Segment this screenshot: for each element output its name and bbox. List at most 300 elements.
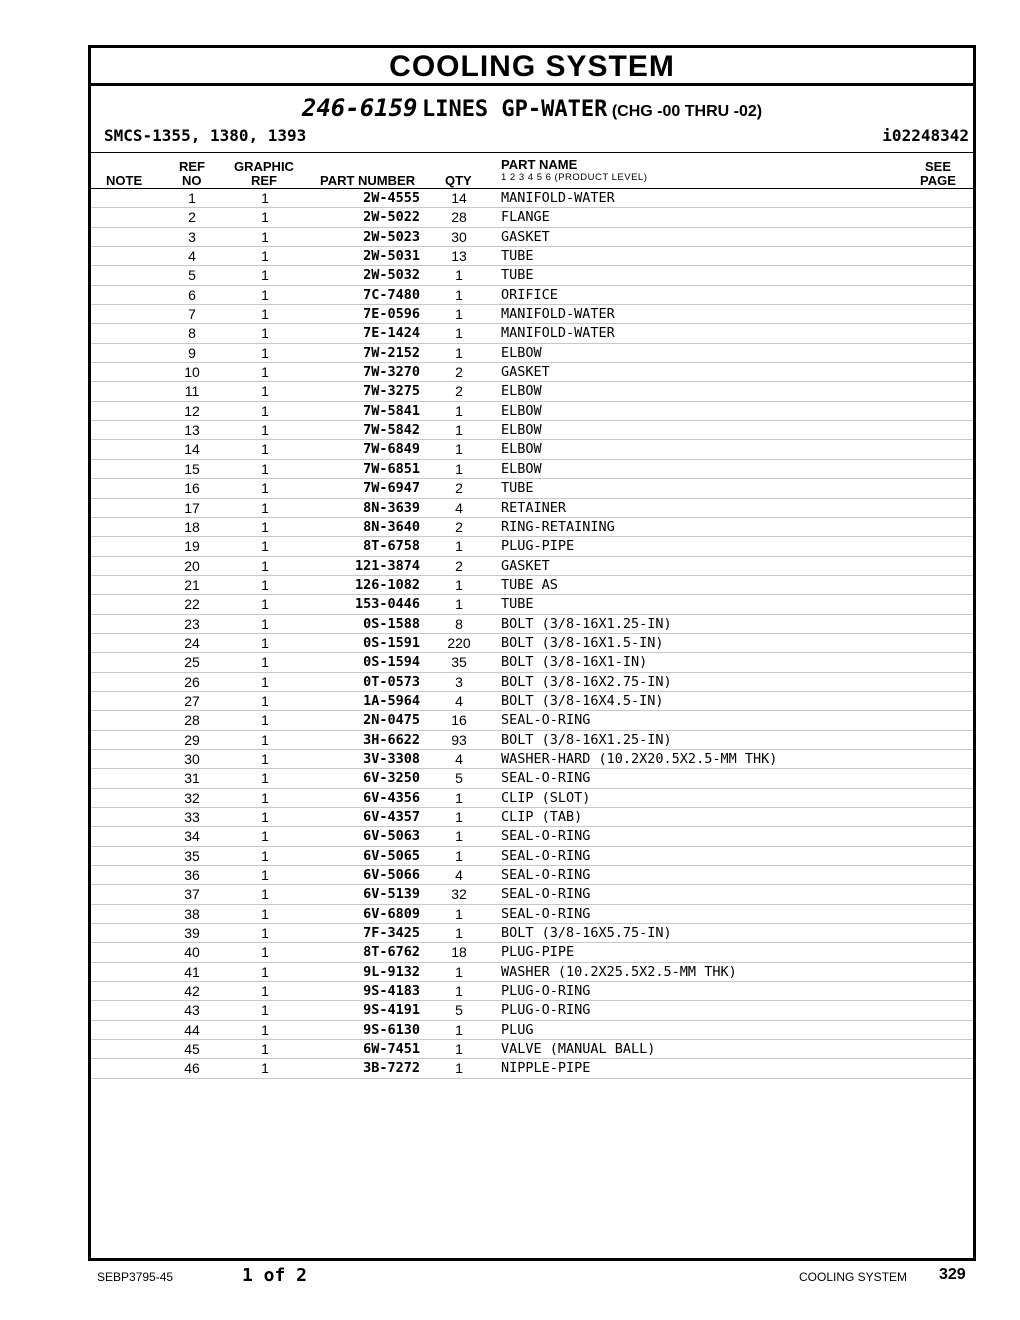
part-name: BOLT (3/8-16X1-IN) [501, 654, 648, 671]
ref-no: 36 [184, 867, 200, 884]
part-number: 2W-5023 [363, 228, 420, 245]
table-row [91, 499, 973, 518]
quantity: 1 [455, 596, 463, 613]
quantity: 4 [455, 750, 463, 767]
header-note: NOTE [106, 173, 143, 188]
table-row [91, 808, 973, 827]
part-number: 2W-5022 [363, 209, 420, 226]
part-number: 8T-6758 [363, 538, 420, 555]
graphic-ref: 1 [261, 770, 269, 787]
graphic-ref: 1 [261, 828, 269, 845]
header-see-bottom: PAGE [920, 173, 956, 188]
graphic-ref: 1 [261, 750, 269, 767]
part-name: ELBOW [501, 441, 542, 458]
ref-no: 7 [188, 306, 196, 323]
ref-no: 8 [188, 325, 196, 342]
header-graphic-top: GRAPHIC [234, 159, 294, 174]
table-row [91, 963, 973, 982]
quantity: 1 [455, 402, 463, 419]
table-row [91, 382, 973, 401]
part-name: PLUG-PIPE [501, 538, 575, 555]
ref-no: 45 [184, 1041, 200, 1058]
parts-list-frame [88, 45, 976, 1261]
part-number: 6V-5063 [363, 828, 420, 845]
table-row [91, 421, 973, 440]
ref-no: 44 [184, 1021, 200, 1038]
part-number: 6W-7451 [363, 1041, 420, 1058]
part-name: SEAL-O-RING [501, 867, 591, 884]
quantity: 1 [455, 306, 463, 323]
part-number: 6V-4357 [363, 809, 420, 825]
quantity: 4 [455, 692, 463, 709]
graphic-ref: 1 [261, 267, 269, 284]
part-number: 9S-4191 [363, 1002, 420, 1019]
graphic-ref: 1 [261, 190, 269, 206]
part-name: CLIP (TAB) [501, 809, 583, 825]
part-number: 9L-9132 [363, 963, 420, 980]
part-name: PLUG-O-RING [501, 983, 591, 1000]
ref-no: 24 [184, 634, 200, 651]
ref-no: 25 [184, 654, 200, 671]
quantity: 1 [455, 828, 463, 845]
table-row [91, 924, 973, 943]
table-row [91, 653, 973, 672]
graphic-ref: 1 [261, 480, 269, 497]
quantity: 4 [455, 867, 463, 884]
part-name: SEAL-O-RING [501, 847, 591, 864]
part-name: WASHER-HARD (10.2X20.5X2.5-MM THK) [501, 750, 778, 767]
table-row [91, 324, 973, 343]
quantity: 2 [455, 383, 463, 400]
graphic-ref: 1 [261, 383, 269, 400]
part-name: NIPPLE-PIPE [501, 1060, 591, 1077]
ref-no: 37 [184, 886, 200, 903]
ref-no: 14 [184, 441, 200, 458]
ref-no: 10 [184, 364, 200, 381]
quantity: 1 [455, 422, 463, 439]
part-name: GASKET [501, 228, 550, 245]
table-row [91, 711, 973, 730]
table-row [91, 576, 973, 595]
table-row [91, 557, 973, 576]
part-name: SEAL-O-RING [501, 712, 591, 729]
quantity: 1 [455, 1041, 463, 1058]
graphic-ref: 1 [261, 654, 269, 671]
header-part-number: PART NUMBER [320, 173, 416, 188]
part-number: 6V-6809 [363, 905, 420, 922]
ref-no: 34 [184, 828, 200, 845]
table-row [91, 866, 973, 885]
ref-no: 13 [184, 422, 200, 439]
part-name: TUBE [501, 267, 534, 284]
ref-no: 2 [188, 209, 196, 226]
group-name: LINES GP-WATER [421, 97, 608, 122]
ref-no: 41 [184, 963, 200, 980]
table-row [91, 344, 973, 363]
table-row [91, 692, 973, 711]
table-row [91, 440, 973, 459]
part-name: VALVE (MANUAL BALL) [501, 1041, 656, 1058]
graphic-ref: 1 [261, 596, 269, 613]
graphic-ref: 1 [261, 886, 269, 903]
ref-no: 9 [188, 344, 196, 361]
table-row [91, 827, 973, 846]
quantity: 3 [455, 673, 463, 690]
part-number: 6V-5066 [363, 867, 420, 884]
quantity: 1 [455, 344, 463, 361]
part-number: 7W-2152 [363, 344, 420, 361]
part-name: BOLT (3/8-16X1.5-IN) [501, 634, 664, 651]
quantity: 1 [455, 905, 463, 922]
table-row [91, 615, 973, 634]
graphic-ref: 1 [261, 460, 269, 477]
part-name: BOLT (3/8-16X1.25-IN) [501, 615, 672, 632]
part-number: 7E-0596 [363, 306, 420, 323]
graphic-ref: 1 [261, 867, 269, 884]
quantity: 1 [455, 576, 463, 593]
page-footer [0, 1265, 1020, 1289]
quantity: 2 [455, 364, 463, 381]
table-row [91, 789, 973, 808]
ref-no: 5 [188, 267, 196, 284]
table-row [91, 189, 973, 208]
graphic-ref: 1 [261, 325, 269, 342]
quantity: 1 [455, 983, 463, 1000]
part-name: CLIP (SLOT) [501, 789, 591, 806]
quantity: 1 [455, 441, 463, 458]
part-name: PLUG-O-RING [501, 1002, 591, 1019]
part-name: ELBOW [501, 344, 542, 361]
part-number: 7F-3425 [363, 925, 420, 942]
table-row [91, 518, 973, 537]
table-row [91, 982, 973, 1001]
part-number: 7W-3270 [363, 364, 420, 381]
footer-page-number: 329 [939, 1266, 966, 1283]
part-name: SEAL-O-RING [501, 886, 591, 903]
part-number: 8N-3640 [363, 518, 420, 535]
part-number: 121-3874 [354, 557, 420, 574]
footer-page-of: 1 of 2 [242, 1265, 308, 1286]
part-name: WASHER (10.2X25.5X2.5-MM THK) [501, 963, 737, 980]
ref-no: 17 [184, 499, 200, 516]
footer-doc-number: SEBP3795-45 [97, 1270, 174, 1284]
graphic-ref: 1 [261, 538, 269, 555]
quantity: 4 [455, 499, 463, 516]
part-number: 2W-5032 [363, 267, 420, 284]
part-name: SEAL-O-RING [501, 828, 591, 845]
part-number: 3H-6622 [363, 731, 420, 748]
quantity: 1 [455, 925, 463, 942]
graphic-ref: 1 [261, 731, 269, 748]
graphic-ref: 1 [261, 847, 269, 864]
table-header [91, 152, 973, 189]
header-ref-bottom: NO [182, 173, 202, 188]
graphic-ref: 1 [261, 286, 269, 303]
part-number: 1A-5964 [363, 692, 420, 709]
quantity: 13 [451, 248, 467, 265]
part-name: ELBOW [501, 460, 542, 477]
table-row [91, 731, 973, 750]
part-name: RETAINER [501, 499, 567, 516]
graphic-ref: 1 [261, 1041, 269, 1058]
ref-no: 29 [184, 731, 200, 748]
ref-no: 19 [184, 538, 200, 555]
header-graphic-bottom: REF [251, 173, 277, 188]
part-name: TUBE [501, 480, 534, 497]
graphic-ref: 1 [261, 228, 269, 245]
header-qty: QTY [445, 173, 472, 188]
quantity: 1 [455, 460, 463, 477]
quantity: 18 [451, 944, 467, 961]
ref-no: 38 [184, 905, 200, 922]
part-name: ELBOW [501, 422, 542, 439]
table-row [91, 595, 973, 614]
part-number: 7W-6849 [363, 441, 420, 458]
part-name: ORIFICE [501, 286, 558, 303]
quantity: 35 [451, 654, 467, 671]
table-row [91, 305, 973, 324]
part-name: ELBOW [501, 383, 542, 400]
graphic-ref: 1 [261, 209, 269, 226]
quantity: 32 [451, 886, 467, 903]
part-name: GASKET [501, 364, 550, 381]
part-number: 9S-6130 [363, 1021, 420, 1038]
graphic-ref: 1 [261, 557, 269, 574]
graphic-ref: 1 [261, 692, 269, 709]
ref-no: 11 [184, 383, 200, 400]
illustration-id: i02248342 [882, 126, 969, 145]
graphic-ref: 1 [261, 499, 269, 516]
part-number: 8T-6762 [363, 944, 420, 961]
part-name: GASKET [501, 557, 550, 574]
table-row [91, 885, 973, 904]
part-number: 8N-3639 [363, 499, 420, 516]
part-number: 0S-1594 [363, 654, 420, 671]
ref-no: 30 [184, 750, 200, 767]
quantity: 5 [455, 1002, 463, 1019]
graphic-ref: 1 [261, 576, 269, 593]
part-number: 9S-4183 [363, 983, 420, 1000]
part-name: BOLT (3/8-16X2.75-IN) [501, 673, 672, 690]
ref-no: 21 [184, 576, 200, 593]
part-number: 6V-4356 [363, 789, 420, 806]
table-row [91, 750, 973, 769]
graphic-ref: 1 [261, 248, 269, 265]
table-row [91, 1040, 973, 1059]
table-row [91, 634, 973, 653]
quantity: 93 [451, 731, 467, 748]
quantity: 5 [455, 770, 463, 787]
graphic-ref: 1 [261, 789, 269, 806]
part-number: 0S-1588 [363, 615, 420, 632]
part-name: BOLT (3/8-16X4.5-IN) [501, 692, 664, 709]
quantity: 1 [455, 963, 463, 980]
part-name: SEAL-O-RING [501, 905, 591, 922]
part-name: PLUG-PIPE [501, 944, 575, 961]
footer-section: COOLING SYSTEM [799, 1270, 908, 1284]
ref-no: 18 [184, 518, 200, 535]
part-name: MANIFOLD-WATER [501, 190, 615, 206]
header-see-top: SEE [925, 159, 952, 174]
part-name: PLUG [501, 1021, 534, 1038]
part-number: 6V-3250 [363, 770, 420, 787]
ref-no: 42 [184, 983, 200, 1000]
part-number: 6V-5139 [363, 886, 420, 903]
quantity: 8 [455, 615, 463, 632]
part-number: 2N-0475 [363, 712, 420, 729]
table-row [91, 1059, 973, 1078]
part-number: 0S-1591 [363, 634, 420, 651]
ref-no: 39 [184, 925, 200, 942]
group-change-range: (CHG -00 THRU -02) [611, 103, 763, 120]
quantity: 1 [455, 1021, 463, 1038]
ref-no: 20 [184, 557, 200, 574]
part-number: 126-1082 [354, 576, 420, 593]
ref-no: 32 [184, 789, 200, 806]
part-name: MANIFOLD-WATER [501, 325, 615, 342]
part-number: 7W-5841 [363, 402, 420, 419]
graphic-ref: 1 [261, 944, 269, 961]
smcs-codes: SMCS-1355, 1380, 1393 [104, 126, 307, 145]
graphic-ref: 1 [261, 364, 269, 381]
part-number: 2W-5031 [363, 248, 420, 265]
table-row [91, 363, 973, 382]
ref-no: 16 [184, 480, 200, 497]
graphic-ref: 1 [261, 441, 269, 458]
table-row [91, 1021, 973, 1040]
part-name: MANIFOLD-WATER [501, 306, 615, 323]
graphic-ref: 1 [261, 905, 269, 922]
ref-no: 28 [184, 712, 200, 729]
smcs-line [91, 122, 973, 152]
section-title: COOLING SYSTEM [91, 48, 973, 86]
quantity: 1 [455, 267, 463, 284]
header-part-name: PART NAME [501, 157, 578, 172]
ref-no: 15 [184, 460, 200, 477]
graphic-ref: 1 [261, 634, 269, 651]
ref-no: 43 [184, 1002, 200, 1019]
quantity: 1 [455, 809, 463, 825]
graphic-ref: 1 [261, 809, 269, 825]
quantity: 1 [455, 325, 463, 342]
table-row [91, 673, 973, 692]
part-name: SEAL-O-RING [501, 770, 591, 787]
ref-no: 3 [188, 228, 196, 245]
graphic-ref: 1 [261, 306, 269, 323]
graphic-ref: 1 [261, 1060, 269, 1077]
part-number: 3V-3308 [363, 750, 420, 767]
ref-no: 12 [184, 402, 200, 419]
quantity: 1 [455, 286, 463, 303]
quantity: 16 [451, 712, 467, 729]
part-number: 7W-6947 [363, 480, 420, 497]
graphic-ref: 1 [261, 673, 269, 690]
table-row [91, 769, 973, 788]
graphic-ref: 1 [261, 925, 269, 942]
ref-no: 4 [188, 248, 196, 265]
graphic-ref: 1 [261, 518, 269, 535]
part-name: TUBE [501, 248, 534, 265]
part-name: TUBE [501, 596, 534, 613]
graphic-ref: 1 [261, 1002, 269, 1019]
table-row [91, 905, 973, 924]
quantity: 1 [455, 789, 463, 806]
ref-no: 22 [184, 596, 200, 613]
part-name: FLANGE [501, 209, 550, 226]
part-number: 6V-5065 [363, 847, 420, 864]
table-row [91, 266, 973, 285]
table-row [91, 460, 973, 479]
part-number: 153-0446 [354, 596, 420, 613]
table-row [91, 402, 973, 421]
header-ref-top: REF [179, 159, 205, 174]
part-name: ELBOW [501, 402, 542, 419]
part-name: BOLT (3/8-16X5.75-IN) [501, 925, 672, 942]
part-number: 3B-7272 [363, 1060, 420, 1077]
header-product-level: 1 2 3 4 5 6 (PRODUCT LEVEL) [501, 172, 648, 183]
quantity: 2 [455, 518, 463, 535]
ref-no: 31 [184, 770, 200, 787]
part-number: 7W-3275 [363, 383, 420, 400]
part-number: 7W-5842 [363, 422, 420, 439]
part-number: 2W-4555 [363, 190, 420, 206]
ref-no: 35 [184, 847, 200, 864]
ref-no: 1 [188, 190, 196, 206]
graphic-ref: 1 [261, 963, 269, 980]
quantity: 1 [455, 847, 463, 864]
quantity: 1 [455, 1060, 463, 1077]
group-heading [91, 86, 973, 122]
quantity: 220 [447, 634, 471, 651]
ref-no: 46 [184, 1060, 200, 1077]
table-row [91, 847, 973, 866]
ref-no: 23 [184, 615, 200, 632]
graphic-ref: 1 [261, 983, 269, 1000]
group-number: 246-6159 [301, 94, 418, 122]
table-row [91, 247, 973, 266]
ref-no: 27 [184, 692, 200, 709]
graphic-ref: 1 [261, 402, 269, 419]
quantity: 1 [455, 538, 463, 555]
quantity: 2 [455, 480, 463, 497]
ref-no: 40 [184, 944, 200, 961]
graphic-ref: 1 [261, 712, 269, 729]
graphic-ref: 1 [261, 344, 269, 361]
part-number: 7W-6851 [363, 460, 420, 477]
graphic-ref: 1 [261, 1021, 269, 1038]
part-name: TUBE AS [501, 576, 558, 593]
quantity: 2 [455, 557, 463, 574]
graphic-ref: 1 [261, 422, 269, 439]
parts-table-body [91, 189, 973, 1079]
part-number: 7C-7480 [363, 286, 420, 303]
part-name: RING-RETAINING [501, 518, 615, 535]
part-number: 0T-0573 [363, 673, 420, 690]
part-name: BOLT (3/8-16X1.25-IN) [501, 731, 672, 748]
table-row [91, 286, 973, 305]
table-row [91, 228, 973, 247]
graphic-ref: 1 [261, 615, 269, 632]
table-row [91, 1001, 973, 1020]
quantity: 28 [451, 209, 467, 226]
ref-no: 6 [188, 286, 196, 303]
table-row [91, 208, 973, 227]
part-number: 7E-1424 [363, 325, 420, 342]
table-row [91, 537, 973, 556]
ref-no: 33 [184, 809, 200, 825]
quantity: 30 [451, 228, 467, 245]
table-row [91, 943, 973, 962]
